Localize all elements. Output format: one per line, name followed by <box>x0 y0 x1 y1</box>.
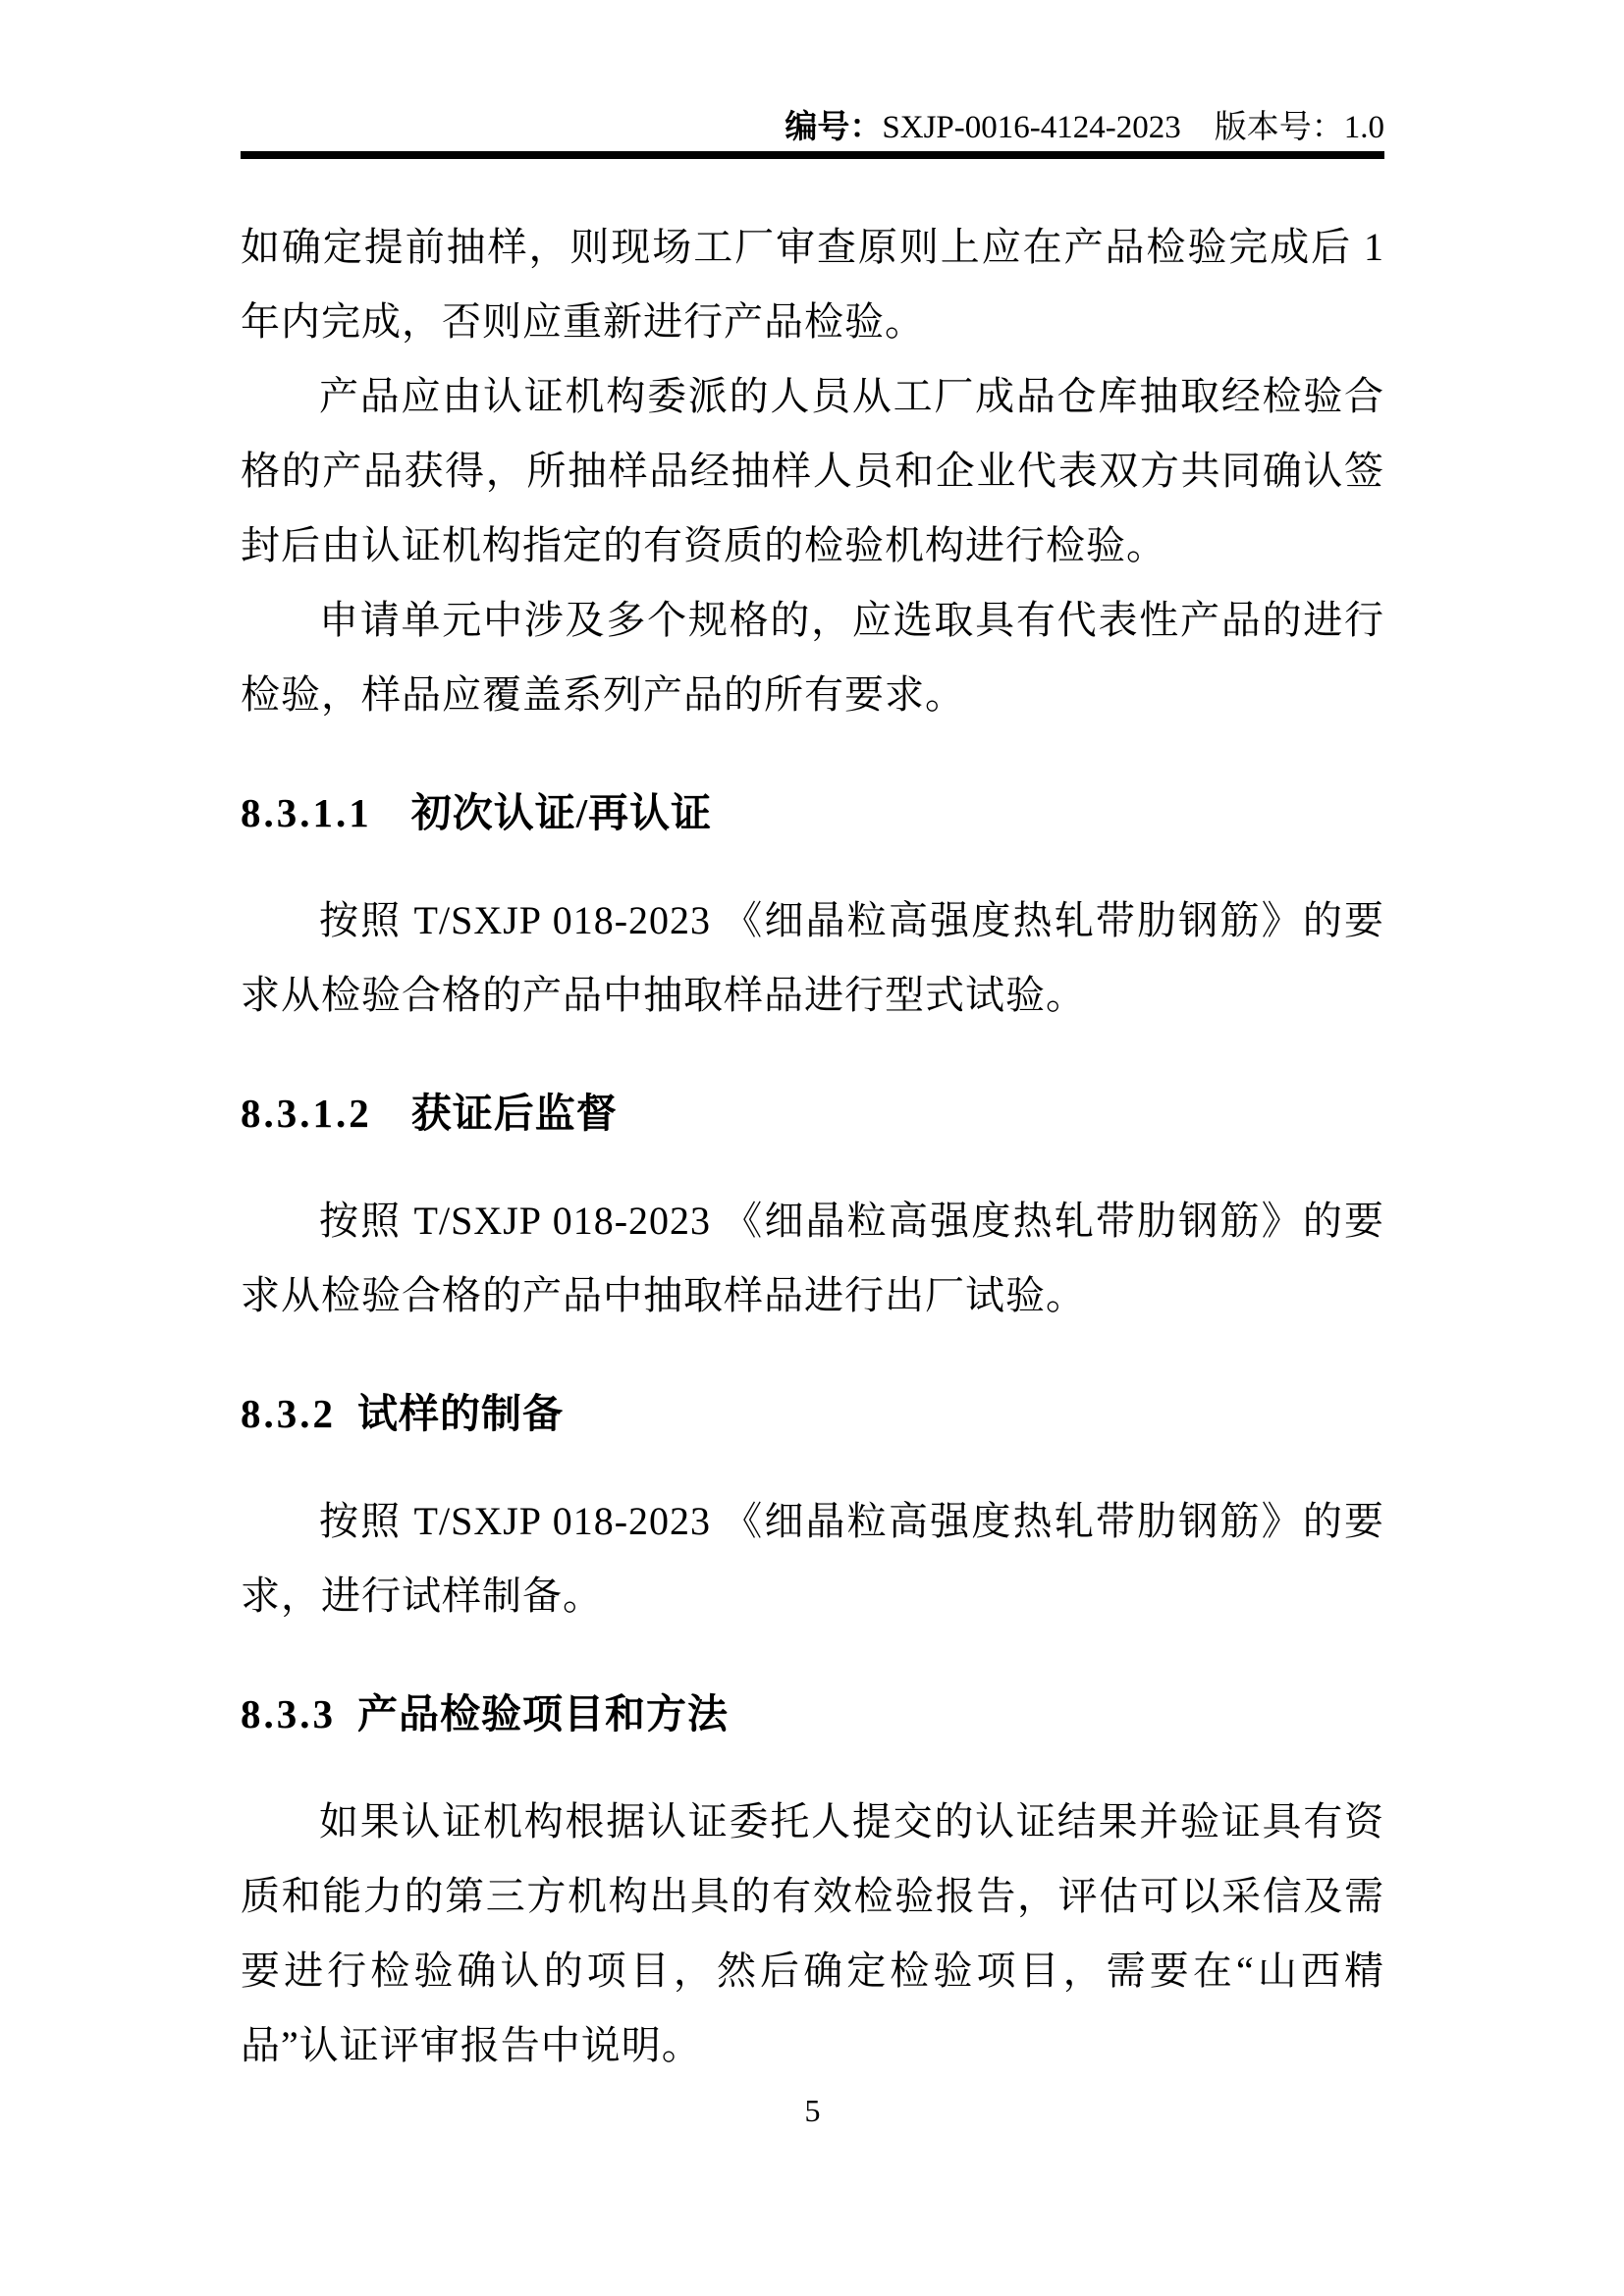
section-number: 8.3.1.2 <box>241 1091 372 1136</box>
section-heading-8312 <box>241 1076 1384 1150</box>
section-number: 8.3.1.1 <box>241 790 372 835</box>
doc-number-label: 编号： <box>785 108 883 144</box>
document-body <box>241 210 1384 2083</box>
paragraph-sampling-procedure: 产品应由认证机构委派的人员从工厂成品仓库抽取经检验合格的产品获得，所抽样品经抽样人员和企业代表双方共同确认签封后由认证机构指定的有资质的检验机构进行检验。 <box>241 374 1384 567</box>
document-header <box>241 106 1384 148</box>
version-value: 1.0 <box>1343 110 1384 145</box>
page-number: 5 <box>804 2093 821 2128</box>
section-heading-832 <box>241 1376 1384 1451</box>
doc-number-value: SXJP-0016-4124-2023 <box>882 110 1181 145</box>
paragraph-initial-certification: 按照 T/SXJP 018-2023 《细晶粒高强度热轧带肋钢筋》的要求从检验合格的产品中抽取样品进行型式试验。 <box>241 898 1384 1017</box>
version-label: 版本号： <box>1214 110 1344 145</box>
section-title: 试样的制备 <box>357 1391 564 1436</box>
section-heading-833 <box>241 1677 1384 1751</box>
section-number: 8.3.2 <box>241 1391 336 1436</box>
paragraph-sampling-deadline: 如确定提前抽样，则现场工厂审查原则上应在产品检验完成后 1 年内完成，否则应重新进行产品检验。 <box>241 225 1384 344</box>
paragraph-post-certification: 按照 T/SXJP 018-2023 《细晶粒高强度热轧带肋钢筋》的要求从检验合格的产品中抽取样品进行出厂试验。 <box>241 1199 1384 1317</box>
section-title: 获证后监督 <box>410 1091 618 1136</box>
section-heading-8311 <box>241 775 1384 850</box>
header-divider-rule <box>241 151 1384 159</box>
paragraph-specimen-preparation: 按照 T/SXJP 018-2023 《细晶粒高强度热轧带肋钢筋》的要求，进行试样制备。 <box>241 1499 1384 1618</box>
paragraph-inspection-items: 如果认证机构根据认证委托人提交的认证结果并验证具有资质和能力的第三方机构出具的有效检验报告，评估可以采信及需要进行检验确认的项目，然后确定检验项目，需要在“山西精品”认证评审报告中说明。 <box>241 1799 1384 2067</box>
section-number: 8.3.3 <box>241 1691 336 1736</box>
section-title: 初次认证/再认证 <box>410 790 713 835</box>
paragraph-multiple-specs: 申请单元中涉及多个规格的，应选取具有代表性产品的进行检验，样品应覆盖系列产品的所有要求。 <box>241 598 1384 717</box>
section-title: 产品检验项目和方法 <box>357 1691 729 1736</box>
